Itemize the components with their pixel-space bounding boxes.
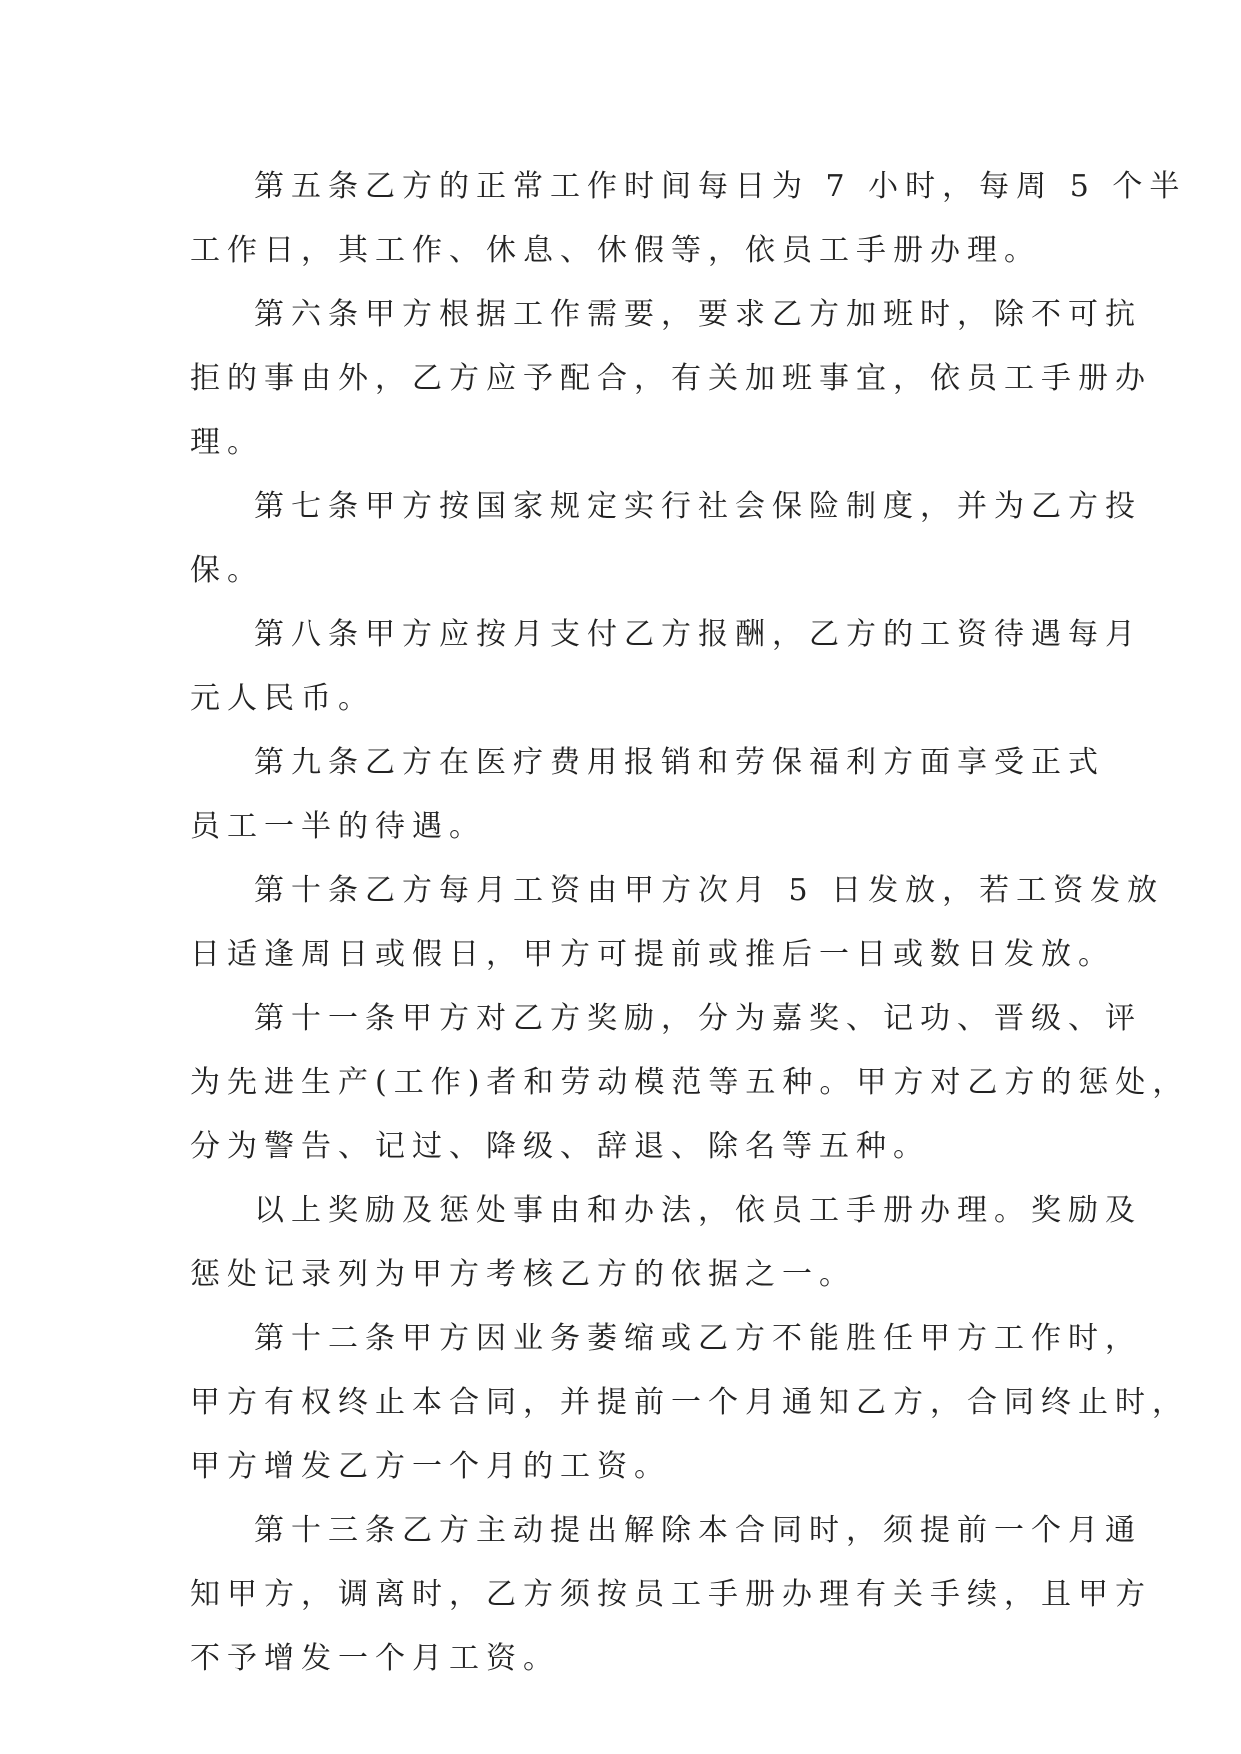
- text-line: 惩处记录列为甲方考核乙方的依据之一。: [190, 1257, 856, 1292]
- text-line: 元人民币。: [190, 681, 375, 716]
- text-line: 第七条甲方按国家规定实行社会保险制度，并为乙方投: [254, 489, 1142, 524]
- text-line: 日适逢周日或假日，甲方可提前或推后一日或数日发放。: [190, 937, 1115, 972]
- text-line: 理。: [190, 425, 264, 460]
- text-line: 第九条乙方在医疗费用报销和劳保福利方面享受正式: [254, 745, 1105, 780]
- text-line: 第八条甲方应按月支付乙方报酬，乙方的工资待遇每月: [254, 617, 1142, 652]
- text-line: 拒的事由外，乙方应予配合，有关加班事宜，依员工手册办: [190, 361, 1152, 396]
- text-line: 第十三条乙方主动提出解除本合同时，须提前一个月通: [254, 1513, 1142, 1548]
- text-line: 不予增发一个月工资。: [190, 1641, 560, 1676]
- text-line: 员工一半的待遇。: [190, 809, 486, 844]
- text-line: 保。: [190, 553, 264, 588]
- text-line: 第十条乙方每月工资由甲方次月 5 日发放，若工资发放: [254, 873, 1165, 908]
- text-line: 第六条甲方根据工作需要，要求乙方加班时，除不可抗: [254, 297, 1142, 332]
- text-line: 第十一条甲方对乙方奖励，分为嘉奖、记功、晋级、评: [254, 1001, 1142, 1036]
- text-line: 甲方增发乙方一个月的工资。: [190, 1449, 671, 1484]
- text-line: 分为警告、记过、降级、辞退、除名等五种。: [190, 1129, 930, 1164]
- text-line: 第五条乙方的正常工作时间每日为 7 小时，每周 5 个半: [254, 169, 1187, 204]
- document-body: [190, 155, 1190, 1691]
- text-line: 知甲方，调离时，乙方须按员工手册办理有关手续，且甲方: [190, 1577, 1152, 1612]
- text-line: 为先进生产(工作)者和劳动模范等五种。甲方对乙方的惩处，: [190, 1065, 1190, 1100]
- text-line: 以上奖励及惩处事由和办法，依员工手册办理。奖励及: [254, 1193, 1142, 1228]
- text-line: 工作日，其工作、休息、休假等，依员工手册办理。: [190, 233, 1041, 268]
- text-line: 甲方有权终止本合同，并提前一个月通知乙方，合同终止时，: [190, 1385, 1189, 1420]
- text-line: 第十二条甲方因业务萎缩或乙方不能胜任甲方工作时，: [254, 1321, 1142, 1356]
